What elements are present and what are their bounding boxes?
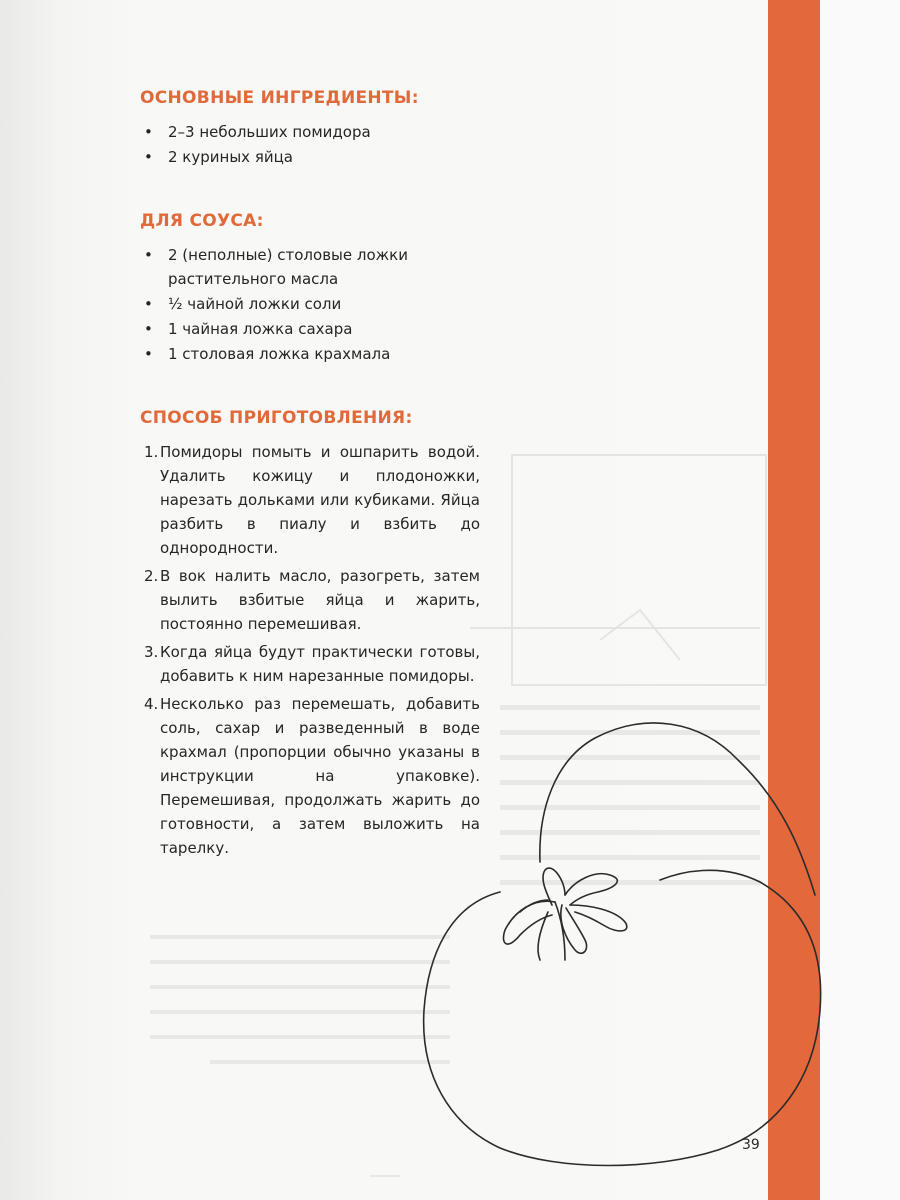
- sauce-item: • ½ чайной ложки соли: [140, 292, 480, 316]
- sauce-item: • 1 чайная ложка сахара: [140, 317, 480, 341]
- sauce-section: [140, 211, 480, 366]
- method-step: [140, 692, 480, 860]
- method-section: [140, 408, 480, 860]
- ingredients-heading: ОСНОВНЫЕ ИНГРЕДИЕНТЫ:: [140, 88, 419, 108]
- method-heading: СПОСОБ ПРИГОТОВЛЕНИЯ:: [140, 408, 413, 428]
- ingredients-section: [140, 88, 480, 169]
- method-step: [140, 640, 480, 688]
- sauce-item: • 2 (неполные) столовые ложки растительного масла: [140, 243, 480, 291]
- step-text: Помидоры помыть и ошпарить водой. Удалить кожицу и плодоножки, нарезать дольками или кубиками. Яйца разбить в пиалу и взбить до однородности.: [160, 443, 480, 557]
- ingredients-list: [140, 120, 480, 169]
- sauce-list: [140, 243, 480, 366]
- ingredient-item: • 2 куриных яйца: [140, 145, 480, 169]
- step-text: В вок налить масло, разогреть, затем вылить взбитые яйца и жарить, постоянно перемешивая.: [160, 567, 480, 633]
- sauce-item: • 1 столовая ложка крахмала: [140, 342, 480, 366]
- method-steps: [140, 440, 480, 860]
- step-number: 3.: [144, 643, 159, 661]
- sauce-heading: ДЛЯ СОУСА:: [140, 211, 264, 231]
- step-number: 2.: [144, 567, 159, 585]
- step-text: Когда яйца будут практически готовы, добавить к ним нарезанные помидоры.: [160, 643, 480, 685]
- step-text: Несколько раз перемешать, добавить соль, сахар и разведенный в воде крахмал (пропорции обычно указаны в инструкции на упаковке). Перемешивая, продолжать жарить до готовности, а затем выложить на тарелку.: [160, 695, 480, 857]
- ingredient-item: • 2–3 небольших помидора: [140, 120, 480, 144]
- step-number: 4.: [144, 695, 159, 713]
- recipe-content: [140, 88, 480, 864]
- page-number: 39: [742, 1137, 760, 1153]
- step-number: 1.: [144, 443, 159, 461]
- method-step: [140, 564, 480, 636]
- method-step: [140, 440, 480, 560]
